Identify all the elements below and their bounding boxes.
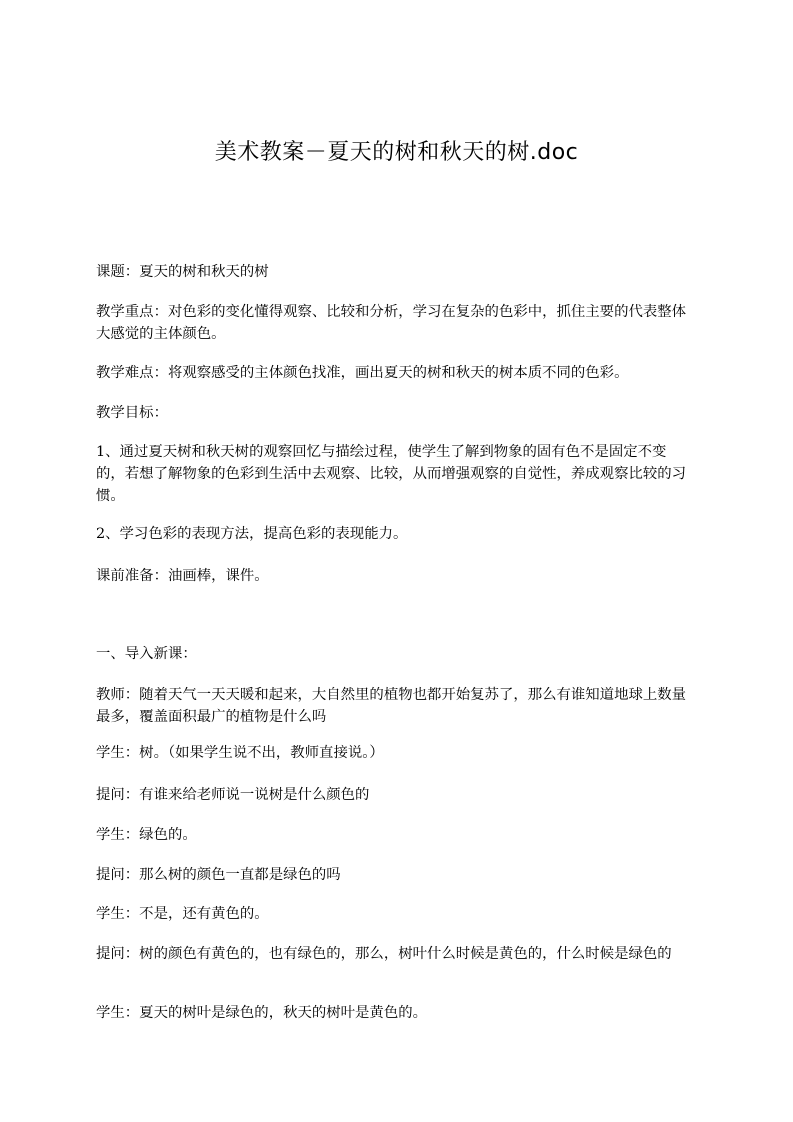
section-heading-1: 一、导入新课： — [96, 646, 197, 662]
document-title: 美术教案－夏天的树和秋天的树.doc — [214, 140, 579, 165]
preparation-paragraph: 课前准备：油画棒，课件。 — [96, 568, 269, 584]
student-paragraph-3: 学生：不是，还有黄色的。 — [96, 906, 269, 922]
question-paragraph-3: 提问：树的颜色有黄色的，也有绿色的，那么，树叶什么时候是黄色的，什么时候是绿色的 — [96, 946, 672, 962]
question-paragraph-1: 提问：有谁来给老师说一说树是什么颜色的 — [96, 787, 370, 803]
key-points-paragraph: 教学重点：对色彩的变化懂得观察、比较和分析，学习在复杂的色彩中，抓住主要的代表整体大感觉的主体颜色。 — [96, 304, 687, 342]
objectives-heading: 教学目标： — [96, 405, 168, 421]
topic-paragraph: 课题：夏天的树和秋天的树 — [96, 264, 269, 280]
student-paragraph-2: 学生：绿色的。 — [96, 827, 197, 843]
objective-1-paragraph: 1、通过夏天树和秋天树的观察回忆与描绘过程，使学生了解到物象的固有色不是固定不变的，若想了解物象的色彩到生活中去观察、比较，从而增强观察的自觉性，养成观察比较的习惯。 — [96, 444, 687, 504]
student-paragraph-1: 学生：树。（如果学生说不出，教师直接说。） — [96, 745, 384, 761]
student-paragraph-4: 学生：夏天的树叶是绿色的，秋天的树叶是黄色的。 — [96, 1005, 427, 1021]
objective-2-paragraph: 2、学习色彩的表现方法，提高色彩的表现能力。 — [96, 526, 408, 542]
teacher-paragraph-1: 教师：随着天气一天天暖和起来，大自然里的植物也都开始复苏了，那么有谁知道地球上数量最多，覆盖面积最广的植物是什么吗 — [96, 687, 687, 725]
question-paragraph-2: 提问：那么树的颜色一直都是绿色的吗 — [96, 867, 341, 883]
difficulties-paragraph: 教学难点：将观察感受的主体颜色找准，画出夏天的树和秋天的树本质不同的色彩。 — [96, 365, 629, 381]
